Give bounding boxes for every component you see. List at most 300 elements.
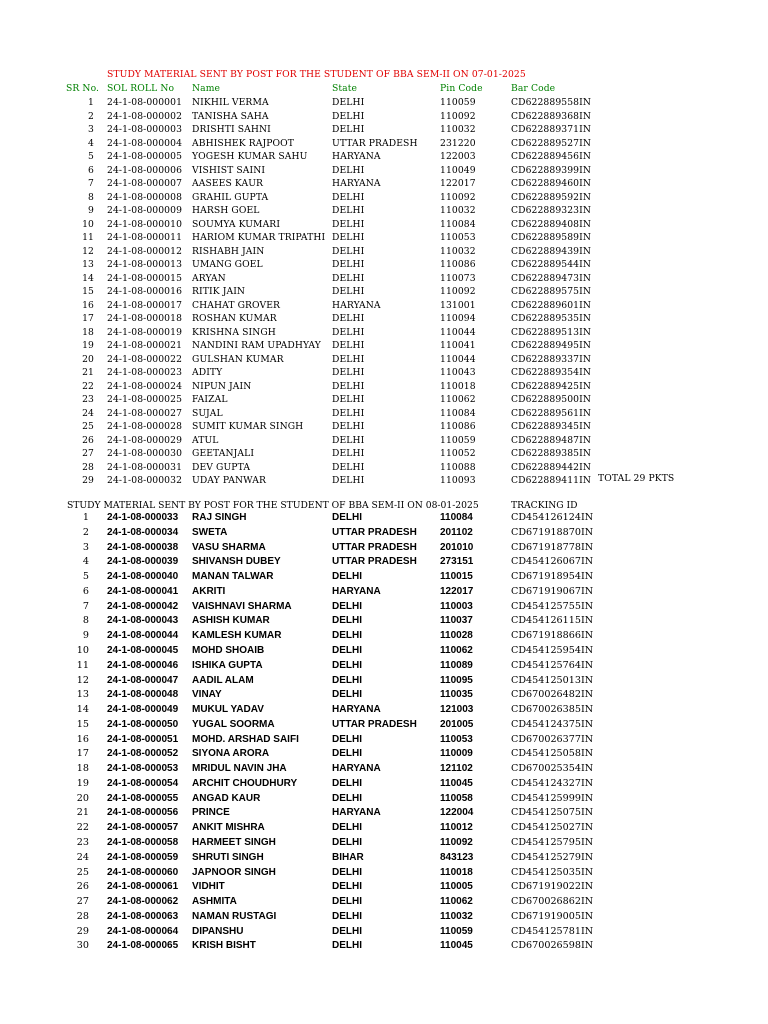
table-row — [0, 851, 768, 866]
sr-cell: 9 — [88, 205, 94, 217]
sr-cell: 30 — [76, 940, 89, 952]
roll-cell: 24-1-08-000031 — [107, 461, 183, 473]
roll-cell: 24-1-08-000062 — [107, 896, 179, 907]
name-cell: RITIK JAIN — [192, 286, 246, 298]
table-row — [0, 880, 768, 895]
pin-cell: 110003 — [440, 600, 473, 612]
roll-cell: 24-1-08-000055 — [107, 792, 179, 804]
sr-cell: 12 — [82, 245, 94, 257]
name-cell: RISHABH JAIN — [192, 245, 265, 257]
sr-cell: 15 — [82, 286, 94, 298]
sr-cell: 7 — [82, 600, 89, 612]
name-cell: SUMIT KUMAR SINGH — [192, 421, 304, 433]
code-cell: CD622889561IN — [511, 407, 591, 419]
name-cell: MOHD SHOAIB — [192, 644, 265, 656]
roll-cell: 24-1-08-000009 — [107, 205, 183, 217]
pin-cell: 843123 — [440, 851, 474, 863]
header-sr-no: SR No. — [66, 83, 100, 94]
code-cell: CD622889558IN — [511, 97, 591, 108]
roll-cell: 24-1-08-000003 — [107, 124, 183, 135]
pin-cell: 110052 — [440, 448, 476, 460]
state-cell: UTTAR PRADESH — [332, 718, 417, 730]
code-cell: CD671919005IN — [511, 910, 594, 922]
code-cell: CD670026377IN — [511, 733, 594, 745]
state-cell: DELHI — [332, 630, 362, 642]
code-cell: CD622889487IN — [511, 434, 591, 446]
sr-cell: 28 — [82, 461, 94, 473]
table-row — [0, 204, 768, 219]
roll-cell: 24-1-08-000028 — [107, 421, 183, 433]
sr-cell: 20 — [76, 792, 89, 804]
table-row — [0, 218, 768, 233]
state-cell: DELHI — [332, 245, 365, 257]
code-cell: CD454124327IN — [511, 777, 594, 789]
sr-cell: 3 — [88, 124, 94, 135]
sr-cell: 10 — [82, 218, 94, 230]
name-cell: MRIDUL NAVIN JHA — [192, 763, 287, 775]
name-cell: KRISHNA SINGH — [192, 326, 276, 338]
pin-cell: 122004 — [440, 807, 474, 819]
pin-cell: 122003 — [440, 151, 476, 162]
sr-cell: 19 — [82, 340, 94, 352]
sr-cell: 25 — [76, 866, 89, 878]
sr-cell: 21 — [82, 367, 94, 379]
code-cell: CD622889411IN — [511, 475, 591, 487]
sr-cell: 6 — [88, 164, 94, 176]
sr-cell: 5 — [82, 571, 89, 583]
pin-cell: 110073 — [440, 272, 476, 284]
pin-cell: 110058 — [440, 792, 473, 804]
code-cell: CD670026482IN — [511, 689, 594, 701]
table-row — [0, 629, 768, 644]
pin-cell: 110045 — [440, 777, 473, 789]
state-cell: DELHI — [332, 777, 362, 789]
name-cell: ISHIKA GUPTA — [192, 659, 263, 671]
name-cell: YOGESH KUMAR SAHU — [192, 151, 308, 162]
state-cell: HARYANA — [332, 299, 381, 311]
table-row — [0, 123, 768, 138]
sr-cell: 8 — [88, 191, 94, 203]
sr-cell: 25 — [82, 421, 94, 433]
sr-cell: 26 — [82, 434, 94, 446]
name-cell: AKRITI — [192, 585, 226, 597]
pin-cell: 110045 — [440, 940, 473, 952]
state-cell: DELHI — [332, 259, 365, 271]
table-row — [0, 866, 768, 881]
table-row — [0, 614, 768, 629]
roll-cell: 24-1-08-000041 — [107, 585, 179, 597]
roll-cell: 24-1-08-000016 — [107, 286, 183, 298]
state-cell: DELHI — [332, 434, 365, 446]
table-row — [0, 777, 768, 792]
sr-cell: 19 — [76, 777, 89, 789]
code-cell: CD622889399IN — [511, 164, 591, 176]
state-cell: DELHI — [332, 644, 362, 656]
name-cell: HARIOM KUMAR TRIPATHI — [192, 232, 326, 244]
state-cell: UTTAR PRADESH — [332, 556, 417, 568]
pin-cell: 110093 — [440, 475, 476, 487]
sr-cell: 24 — [82, 407, 94, 419]
name-cell: ARYAN — [192, 272, 226, 284]
state-cell: HARYANA — [332, 151, 381, 162]
name-cell: KRISH BISHT — [192, 940, 256, 952]
table-row — [0, 511, 768, 526]
code-cell: CD670026385IN — [511, 704, 594, 715]
table-row — [0, 762, 768, 777]
state-cell: DELHI — [332, 600, 362, 612]
pin-cell: 110084 — [440, 218, 476, 230]
pin-cell: 110092 — [440, 836, 473, 848]
state-cell: DELHI — [332, 881, 362, 893]
code-cell: CD670026598IN — [511, 940, 594, 952]
table-row — [0, 910, 768, 925]
table-row — [0, 674, 768, 689]
pin-cell: 110089 — [440, 659, 473, 671]
table-row — [0, 733, 768, 748]
state-cell: DELHI — [332, 353, 365, 365]
code-cell: CD454125781IN — [511, 925, 594, 937]
table-row — [0, 644, 768, 659]
state-cell: DELHI — [332, 674, 362, 686]
pin-cell: 201010 — [440, 541, 474, 553]
roll-cell: 24-1-08-000034 — [107, 526, 179, 538]
roll-cell: 24-1-08-000054 — [107, 777, 179, 789]
code-cell: CD671918778IN — [511, 541, 594, 553]
sr-cell: 15 — [76, 718, 89, 730]
pin-cell: 110059 — [440, 925, 473, 937]
roll-cell: 24-1-08-000015 — [107, 272, 183, 284]
state-cell: DELHI — [332, 124, 365, 135]
code-cell: CD622889385IN — [511, 448, 591, 460]
table-row — [0, 925, 768, 940]
state-cell: DELHI — [332, 940, 362, 952]
name-cell: KAMLESH KUMAR — [192, 630, 282, 642]
roll-cell: 24-1-08-000051 — [107, 733, 179, 745]
pin-cell: 122017 — [440, 178, 476, 190]
roll-cell: 24-1-08-000017 — [107, 299, 183, 311]
name-cell: AADIL ALAM — [192, 674, 254, 686]
name-cell: TANISHA SAHA — [192, 110, 269, 122]
name-cell: VINAY — [192, 689, 222, 701]
pin-cell: 110062 — [440, 394, 476, 406]
state-cell: DELHI — [332, 286, 365, 298]
roll-cell: 24-1-08-000023 — [107, 367, 183, 379]
sr-cell: 10 — [76, 644, 89, 656]
pin-cell: 110062 — [440, 896, 473, 907]
state-cell: DELHI — [332, 512, 362, 523]
table-row — [0, 380, 768, 395]
pin-cell: 110032 — [440, 124, 476, 135]
pin-cell: 110059 — [440, 97, 476, 108]
name-cell: VIDHIT — [192, 881, 225, 893]
section1-title: STUDY MATERIAL SENT BY POST FOR THE STUDENT OF BBA SEM-II ON 07-01-2025 — [107, 69, 526, 80]
state-cell: DELHI — [332, 407, 365, 419]
state-cell: HARYANA — [332, 704, 381, 715]
table-row — [0, 541, 768, 556]
name-cell: MOHD. ARSHAD SAIFI — [192, 733, 299, 745]
table-row — [0, 96, 768, 111]
sr-cell: 1 — [88, 97, 94, 108]
sr-cell: 4 — [82, 556, 89, 568]
code-cell: CD454125075IN — [511, 807, 594, 819]
roll-cell: 24-1-08-000038 — [107, 541, 179, 553]
code-cell: CD671919067IN — [511, 585, 594, 597]
sr-cell: 2 — [82, 526, 89, 538]
table-row — [0, 150, 768, 165]
name-cell: NIPUN JAIN — [192, 380, 252, 392]
state-cell: DELHI — [332, 340, 365, 352]
table-row — [0, 688, 768, 703]
roll-cell: 24-1-08-000047 — [107, 674, 179, 686]
state-cell: DELHI — [332, 733, 362, 745]
state-cell: DELHI — [332, 232, 365, 244]
roll-cell: 24-1-08-000063 — [107, 910, 179, 922]
pin-cell: 110044 — [440, 326, 476, 338]
table-row — [0, 366, 768, 381]
code-cell: CD622889513IN — [511, 326, 591, 338]
state-cell: DELHI — [332, 571, 362, 583]
code-cell: CD670025354IN — [511, 763, 594, 775]
header-pin-code: Pin Code — [440, 83, 483, 94]
state-cell: DELHI — [332, 205, 365, 217]
table-row — [0, 177, 768, 192]
roll-cell: 24-1-08-000048 — [107, 689, 179, 701]
name-cell: SWETA — [192, 526, 228, 538]
pin-cell: 122017 — [440, 585, 474, 597]
roll-cell: 24-1-08-000008 — [107, 191, 183, 203]
code-cell: CD670026862IN — [511, 896, 594, 907]
table-row — [0, 420, 768, 435]
header-roll-no: SOL ROLL No — [107, 83, 175, 94]
state-cell: DELHI — [332, 380, 365, 392]
roll-cell: 24-1-08-000024 — [107, 380, 183, 392]
table-row — [0, 836, 768, 851]
sr-cell: 14 — [76, 704, 89, 715]
sr-cell: 17 — [76, 748, 89, 760]
pin-cell: 110018 — [440, 380, 476, 392]
header-bar-code: Bar Code — [511, 83, 556, 94]
state-cell: DELHI — [332, 822, 362, 834]
sr-cell: 3 — [82, 541, 89, 553]
code-cell: CD454125795IN — [511, 836, 594, 848]
table-row — [0, 407, 768, 422]
pin-cell: 110009 — [440, 748, 473, 760]
code-cell: CD622889323IN — [511, 205, 591, 217]
table-row — [0, 895, 768, 910]
roll-cell: 24-1-08-000022 — [107, 353, 183, 365]
pin-cell: 110032 — [440, 245, 476, 257]
roll-cell: 24-1-08-000011 — [107, 232, 183, 244]
name-cell: VAISHNAVI SHARMA — [192, 600, 292, 612]
name-cell: FAIZAL — [192, 394, 228, 406]
sr-cell: 17 — [82, 313, 94, 325]
sr-cell: 20 — [82, 353, 94, 365]
sr-cell: 11 — [82, 232, 94, 244]
state-cell: DELHI — [332, 925, 362, 937]
roll-cell: 24-1-08-000039 — [107, 556, 179, 568]
sr-cell: 22 — [82, 380, 94, 392]
sr-cell: 6 — [82, 585, 89, 597]
code-cell: CD671918954IN — [511, 571, 594, 583]
header-name: Name — [192, 83, 221, 94]
sr-cell: 27 — [82, 448, 94, 460]
table-row — [0, 231, 768, 246]
pin-cell: 110059 — [440, 434, 476, 446]
roll-cell: 24-1-08-000056 — [107, 807, 179, 819]
state-cell: DELHI — [332, 836, 362, 848]
code-cell: CD454125279IN — [511, 851, 594, 863]
table-row — [0, 526, 768, 541]
code-cell: CD622889368IN — [511, 110, 591, 122]
sr-cell: 14 — [82, 272, 94, 284]
name-cell: AASEES KAUR — [192, 178, 264, 190]
table-row — [0, 164, 768, 179]
code-cell: CD622889425IN — [511, 380, 591, 392]
sr-cell: 21 — [76, 807, 89, 819]
name-cell: DIPANSHU — [192, 925, 244, 937]
name-cell: ANKIT MISHRA — [192, 822, 265, 834]
name-cell: JAPNOOR SINGH — [192, 866, 276, 878]
table-row — [0, 821, 768, 836]
pin-cell: 110041 — [440, 340, 476, 352]
code-cell: CD622889589IN — [511, 232, 591, 244]
name-cell: MANAN TALWAR — [192, 571, 274, 583]
table-row — [0, 555, 768, 570]
code-cell: CD671919022IN — [511, 881, 594, 893]
roll-cell: 24-1-08-000043 — [107, 615, 179, 627]
state-cell: DELHI — [332, 326, 365, 338]
name-cell: CHAHAT GROVER — [192, 299, 281, 311]
state-cell: HARYANA — [332, 585, 381, 597]
code-cell: CD454126115IN — [511, 615, 594, 627]
pin-cell: 231220 — [440, 137, 476, 149]
name-cell: HARSH GOEL — [192, 205, 260, 217]
sr-cell: 23 — [82, 394, 94, 406]
roll-cell: 24-1-08-000059 — [107, 851, 179, 863]
table-row — [0, 792, 768, 807]
header-state: State — [332, 83, 358, 94]
pin-cell: 110086 — [440, 421, 476, 433]
roll-cell: 24-1-08-000027 — [107, 407, 183, 419]
code-cell: CD622889439IN — [511, 245, 591, 257]
pin-cell: 110095 — [440, 674, 473, 686]
roll-cell: 24-1-08-000007 — [107, 178, 183, 190]
sr-cell: 23 — [76, 836, 89, 848]
sr-cell: 9 — [82, 630, 89, 642]
roll-cell: 24-1-08-000060 — [107, 866, 179, 878]
roll-cell: 24-1-08-000006 — [107, 164, 183, 176]
code-cell: CD622889337IN — [511, 353, 591, 365]
roll-cell: 24-1-08-000001 — [107, 97, 183, 108]
roll-cell: 24-1-08-000053 — [107, 763, 179, 775]
code-cell: CD454125013IN — [511, 674, 594, 686]
state-cell: DELHI — [332, 191, 365, 203]
code-cell: CD622889408IN — [511, 218, 591, 230]
sr-cell: 24 — [76, 851, 89, 863]
sr-cell: 7 — [88, 178, 94, 190]
table-row — [0, 353, 768, 368]
roll-cell: 24-1-08-000057 — [107, 822, 179, 834]
pin-cell: 273151 — [440, 556, 474, 568]
roll-cell: 24-1-08-000042 — [107, 600, 179, 612]
name-cell: ROSHAN KUMAR — [192, 313, 277, 325]
roll-cell: 24-1-08-000058 — [107, 836, 179, 848]
name-cell: RAJ SINGH — [192, 512, 247, 523]
code-cell: CD622889354IN — [511, 367, 591, 379]
name-cell: SUJAL — [192, 407, 223, 419]
section1-title-row — [0, 68, 768, 83]
table-row — [0, 272, 768, 287]
sr-cell: 27 — [76, 896, 89, 907]
pin-cell: 110018 — [440, 866, 473, 878]
table-row — [0, 285, 768, 300]
table-row — [0, 659, 768, 674]
code-cell: CD454126067IN — [511, 556, 594, 568]
roll-cell: 24-1-08-000033 — [107, 512, 179, 523]
name-cell: UDAY PANWAR — [192, 475, 267, 487]
name-cell: ATUL — [192, 434, 219, 446]
pin-cell: 110094 — [440, 313, 476, 325]
roll-cell: 24-1-08-000065 — [107, 940, 179, 952]
roll-cell: 24-1-08-000064 — [107, 925, 179, 937]
state-cell: DELHI — [332, 689, 362, 701]
state-cell: DELHI — [332, 367, 365, 379]
pin-cell: 121102 — [440, 763, 473, 775]
pin-cell: 110092 — [440, 110, 476, 122]
pin-cell: 110092 — [440, 191, 476, 203]
name-cell: NANDINI RAM UPADHYAY — [192, 340, 321, 352]
table-row — [0, 312, 768, 327]
code-cell: CD622889456IN — [511, 151, 591, 162]
name-cell: DEV GUPTA — [192, 461, 251, 473]
table-row — [0, 939, 768, 954]
roll-cell: 24-1-08-000044 — [107, 630, 179, 642]
code-cell: CD622889544IN — [511, 259, 591, 271]
pin-cell: 110035 — [440, 689, 473, 701]
pin-cell: 110062 — [440, 644, 473, 656]
state-cell: DELHI — [332, 313, 365, 325]
sr-cell: 18 — [76, 763, 89, 775]
roll-cell: 24-1-08-000021 — [107, 340, 183, 352]
sr-cell: 18 — [82, 326, 94, 338]
roll-cell: 24-1-08-000019 — [107, 326, 183, 338]
pin-cell: 110084 — [440, 512, 473, 523]
table-row — [0, 137, 768, 152]
pin-cell: 110053 — [440, 733, 473, 745]
state-cell: DELHI — [332, 448, 365, 460]
name-cell: DRISHTI SAHNI — [192, 124, 271, 135]
pin-cell: 110084 — [440, 407, 476, 419]
section2-title: STUDY MATERIAL SENT BY POST FOR THE STUDENT OF BBA SEM-II ON 08-01-2025 — [67, 500, 479, 511]
name-cell: SIYONA ARORA — [192, 748, 270, 760]
state-cell: DELHI — [332, 475, 365, 487]
pin-cell: 121003 — [440, 704, 474, 715]
code-cell: CD622889495IN — [511, 340, 591, 352]
code-cell: CD622889460IN — [511, 178, 591, 190]
sr-cell: 5 — [88, 151, 94, 162]
name-cell: ASHISH KUMAR — [192, 615, 270, 627]
state-cell: UTTAR PRADESH — [332, 526, 417, 538]
table-row — [0, 191, 768, 206]
code-cell: CD622889592IN — [511, 191, 591, 203]
state-cell: DELHI — [332, 748, 362, 760]
pin-cell: 110037 — [440, 615, 473, 627]
pin-cell: 110049 — [440, 164, 476, 176]
sr-cell: 29 — [76, 925, 89, 937]
pin-cell: 110032 — [440, 205, 476, 217]
table-row — [0, 600, 768, 615]
sr-cell: 1 — [82, 512, 89, 523]
